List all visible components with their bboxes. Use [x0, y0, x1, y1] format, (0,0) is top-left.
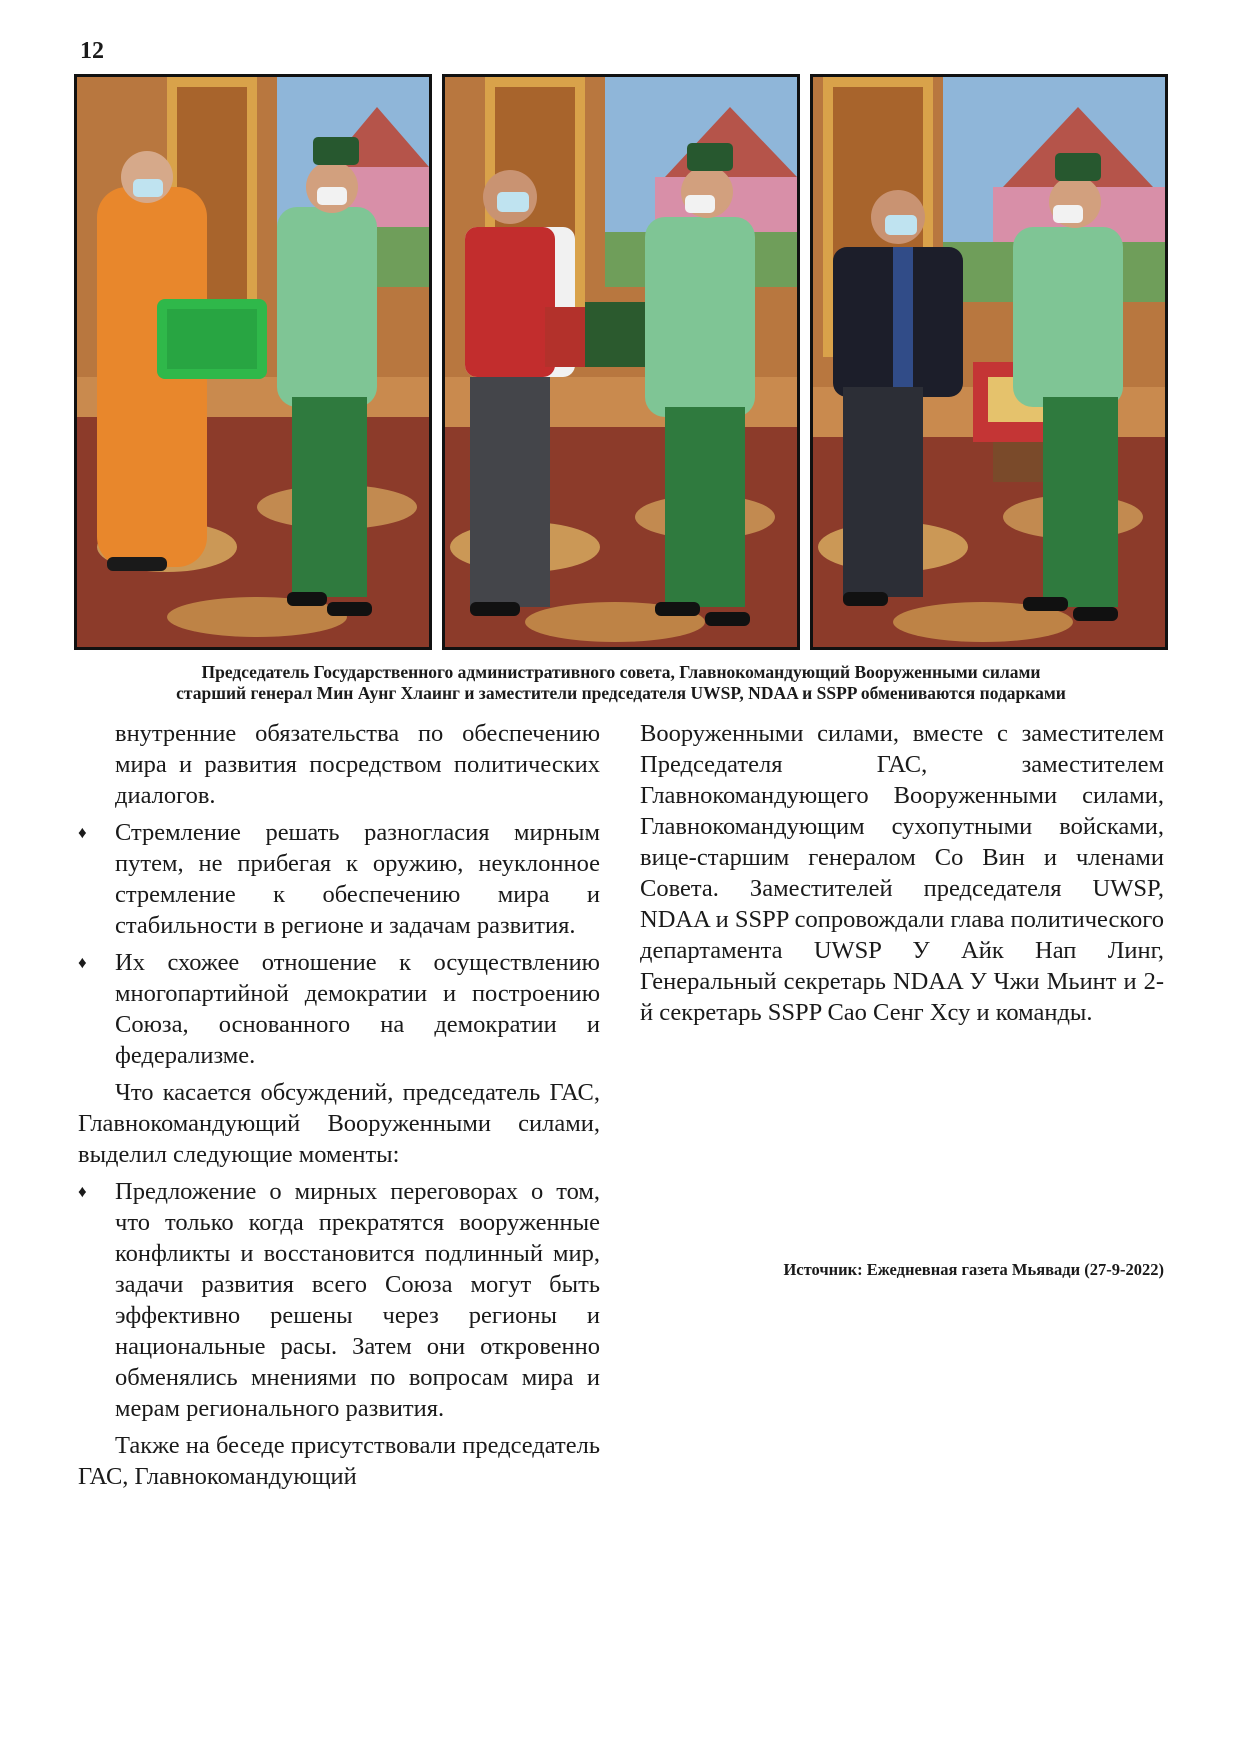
intro-paragraph: внутренние обязательства по обеспечению мира и развития посредством политических диалогов.: [115, 720, 600, 809]
discussion-paragraph: Что касается обсуждений, председатель ГАС, Главнокомандующий Вооруженными силами, выделил следующие моменты:: [78, 1079, 600, 1168]
diamond-bullet-icon: ♦: [78, 1182, 87, 1201]
photo-sspp-gift-exchange: [810, 74, 1168, 650]
page-number: 12: [80, 38, 104, 64]
diamond-bullet-icon: ♦: [78, 953, 87, 972]
photo-uwsp-gift-exchange: [442, 74, 800, 650]
right-column: [640, 718, 1164, 1028]
photo-strip: [74, 74, 1168, 656]
continuation-paragraph: Вооруженными силами, вместе с заместителем Председателя ГАС, заместителем Главнокомандующего Вооруженными силами, Главнокомандующим сухопутными войсками, вице-старшим генералом Со Вин и членами Совета. Заместителей председателя UWSP, NDAA и SSPP сопровождали глава политического департамента UWSP У Айк Нап Линг, Генеральный секретарь NDAA У Чжи Мьинт и 2-й секретарь SSPP Сао Сенг Хсу и команды.: [640, 720, 1164, 1026]
diamond-bullet-icon: ♦: [78, 823, 87, 842]
bullet-text: Предложение о мирных переговорах о том, что только когда прекратятся вооруженные конфликты и восстановится подлинный мир, задачи развития всего Союза могут быть эффективно решены через регионы и национальные расы. Затем они откровенно обменялись мнениями по вопросам мира и мерам регионального развития.: [115, 1178, 600, 1422]
bullet-text: Их схожее отношение к осуществлению многопартийной демократии и построению Союза, основанного на демократии и федерализме.: [115, 949, 600, 1069]
bullet-item: [78, 817, 600, 941]
bullet-item: [78, 947, 600, 1071]
photo-caption: [74, 662, 1168, 704]
attendance-paragraph: Также на беседе присутствовали председатель ГАС, Главнокомандующий: [78, 1432, 600, 1490]
caption-line-1: Председатель Государственного административного совета, Главнокомандующий Вооруженными силами: [201, 662, 1041, 682]
bullet-text: Стремление решать разногласия мирным путем, не прибегая к оружию, неуклонное стремление к обеспечению мира и стабильности в регионе и задачам развития.: [115, 819, 600, 939]
bullet-item: [78, 1176, 600, 1424]
caption-line-2: старший генерал Мин Аунг Хлаинг и заместители председателя UWSP, NDAA и SSPP обмениваются подарками: [176, 683, 1066, 703]
left-column: [78, 718, 600, 1492]
source-credit: Источник: Ежедневная газета Мьявади (27-9-2022): [783, 1260, 1164, 1279]
photo-monk-gift-exchange: [74, 74, 432, 650]
